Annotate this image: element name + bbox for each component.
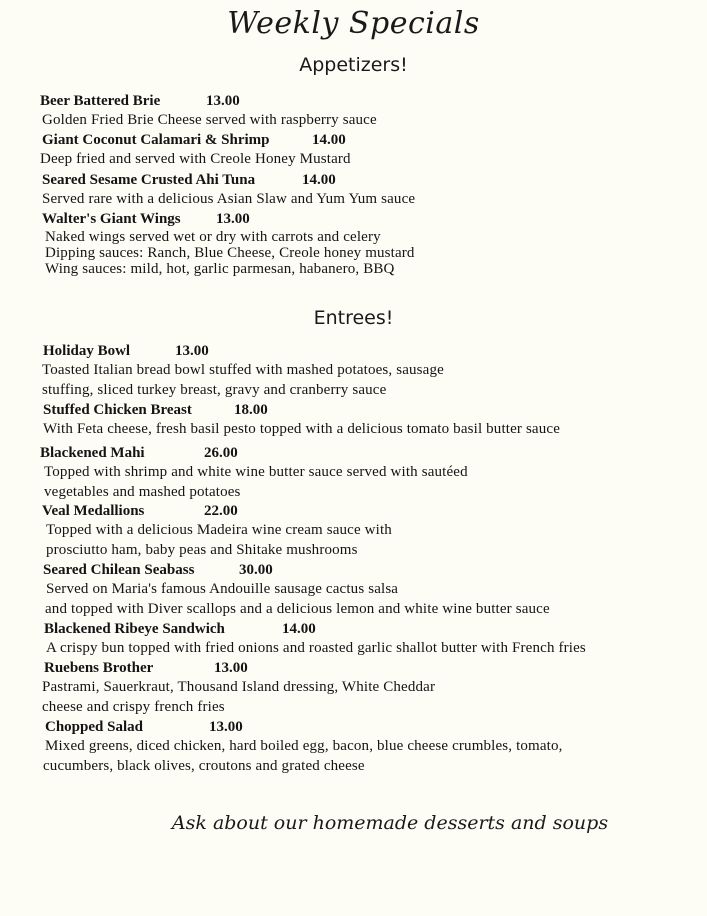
item-description: A crispy bun topped with fried onions and roasted garlic shallot butter with French fries [46, 640, 586, 656]
menu-item [40, 619, 700, 659]
menu-item [40, 443, 700, 502]
item-description: Mixed greens, diced chicken, hard boiled egg, bacon, blue cheese crumbles, tomato, [45, 738, 563, 754]
menu-item [40, 501, 700, 560]
item-description: Pastrami, Sauerkraut, Thousand Island dressing, White Cheddar [42, 679, 436, 695]
item-description: cucumbers, black olives, croutons and grated cheese [43, 757, 365, 774]
item-price: 18.00 [234, 402, 268, 418]
item-description: Topped with a delicious Madeira wine cream sauce with [46, 522, 392, 538]
item-description: Wing sauces: mild, hot, garlic parmesan, habanero, BBQ [45, 261, 395, 277]
section-heading-entrees: Entrees! [313, 307, 394, 329]
item-price: 14.00 [302, 172, 336, 188]
item-name: Veal Medallions [42, 503, 145, 519]
item-description: vegetables and mashed potatoes [44, 483, 241, 500]
item-name: Chopped Salad [45, 719, 143, 735]
section-heading-appetizers: Appetizers! [299, 54, 408, 76]
item-description: Served on Maria's famous Andouille sausage cactus salsa [46, 581, 399, 597]
item-description: and topped with Diver scallops and a delicious lemon and white wine butter sauce [45, 600, 550, 617]
item-price: 14.00 [282, 621, 316, 637]
item-description: Toasted Italian bread bowl stuffed with mashed potatoes, sausage [42, 362, 444, 378]
menu-item [40, 91, 700, 131]
item-name: Blackened Mahi [40, 445, 145, 461]
item-price: 13.00 [209, 719, 243, 735]
item-description: Golden Fried Brie Cheese served with raspberry sauce [42, 112, 377, 128]
menu-item [40, 209, 700, 277]
item-description: Deep fried and served with Creole Honey Mustard [40, 151, 351, 167]
menu-item [40, 658, 700, 717]
page-title: Weekly Specials [227, 6, 480, 41]
item-name: Beer Battered Brie [40, 93, 161, 109]
item-name: Stuffed Chicken Breast [43, 402, 192, 418]
item-name: Walter's Giant Wings [42, 211, 181, 227]
item-name: Blackened Ribeye Sandwich [44, 621, 225, 637]
item-description: Dipping sauces: Ranch, Blue Cheese, Creole honey mustard [45, 245, 415, 261]
item-price: 13.00 [175, 343, 209, 359]
item-description: cheese and crispy french fries [42, 698, 225, 715]
item-description: With Feta cheese, fresh basil pesto topped with a delicious tomato basil butter sauce [43, 421, 561, 437]
menu-item [40, 560, 700, 619]
item-price: 30.00 [239, 562, 273, 578]
menu-item [40, 170, 700, 210]
menu-item [40, 400, 700, 440]
menu-item [40, 130, 700, 170]
item-description: stuffing, sliced turkey breast, gravy and cranberry sauce [42, 381, 387, 398]
menu-item [40, 341, 700, 400]
footer-note: Ask about our homemade desserts and soups [171, 812, 609, 834]
item-price: 22.00 [204, 503, 238, 519]
item-price: 14.00 [312, 132, 346, 148]
item-name: Giant Coconut Calamari & Shrimp [42, 132, 270, 148]
item-name: Seared Chilean Seabass [43, 562, 195, 578]
item-name: Seared Sesame Crusted Ahi Tuna [42, 172, 256, 188]
item-name: Ruebens Brother [44, 660, 154, 676]
menu-item [40, 717, 700, 776]
item-description: Naked wings served wet or dry with carrots and celery [45, 229, 381, 245]
item-price: 26.00 [204, 445, 238, 461]
item-description: prosciutto ham, baby peas and Shitake mushrooms [46, 541, 358, 558]
item-price: 13.00 [206, 93, 240, 109]
item-name: Holiday Bowl [43, 343, 131, 359]
item-price: 13.00 [214, 660, 248, 676]
item-price: 13.00 [216, 211, 250, 227]
item-description: Served rare with a delicious Asian Slaw and Yum Yum sauce [42, 191, 416, 207]
item-description: Topped with shrimp and white wine butter sauce served with sautéed [44, 464, 468, 480]
